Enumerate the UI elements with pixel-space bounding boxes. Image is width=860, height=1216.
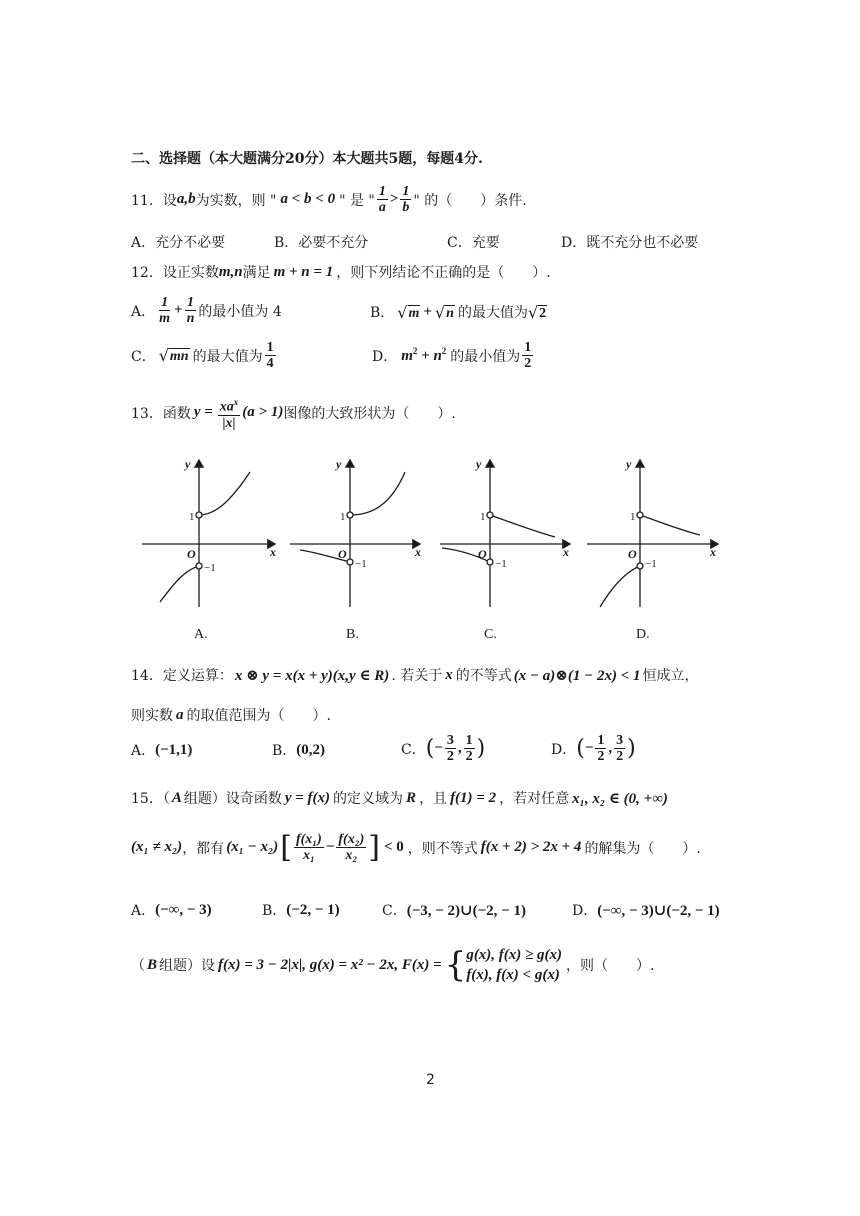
question-12-stem: 12．设正实数 m,n 满足 m + n = 1 ，则下列结论不正确的是（ ）. [131,263,551,281]
svg-text:y: y [626,457,632,471]
graph-d [587,460,718,607]
q11-option-b: B．必要不充分 [274,235,369,251]
q15-option-a: A． (−∞, − 3) [131,901,212,919]
q11-option-c: C．充要 [447,235,500,251]
question-13-stem: 13．函数 y = $\frac{xa^x}{|x|}$ (a > 1) 图像的大致形状为（ ）. [131,397,456,431]
q12-option-b: B． √ m + √ n 的最大值为 √ 2 [370,302,547,322]
svg-text:−1: −1 [204,562,216,574]
svg-text:x: x [710,545,716,559]
svg-text:1: 1 [480,511,486,523]
graph-c [440,460,570,607]
svg-text:O: O [187,547,196,561]
svg-text:O: O [628,547,637,561]
svg-text:x: x [270,545,276,559]
svg-text:y: y [185,457,191,471]
q15-option-d: D． (−∞, − 3)∪(−2, − 1) [572,902,720,919]
question-11-stem: 11．设 a,b 为实数，则 " a < b < 0 " 是 " $\frac{1}{a}$ > $\frac{1}{b}$ " 的（ ）条件. [131,184,527,215]
fraction-1-over-b: $\frac{1}{b}$ [402,184,410,215]
q11-option-d: D．既不充分也不必要 [561,235,699,251]
svg-text:O: O [338,547,347,561]
svg-text:y: y [336,457,342,471]
svg-text:x: x [415,545,421,559]
svg-text:1: 1 [630,511,636,523]
q12-option-c: C． √ mn 的最大值为 $\frac{1}{4}$ [131,340,274,371]
svg-text:x: x [563,545,569,559]
svg-text:D.: D. [636,627,650,642]
q12-option-a: A． $\frac{1}{m}$ + $\frac{1}{n}$ 的最小值为 4 [131,295,282,326]
page-number: 2 [426,1072,435,1088]
q14-option-b: B． (0,2) [272,741,326,759]
svg-text:−1: −1 [495,558,507,570]
fraction-1-over-a: $\frac{1}{a}$ [378,184,386,215]
svg-text:1: 1 [189,511,195,523]
q12-option-d: D． $m^2 + n^2$ 的最小值为 $\frac{1}{2}$ [372,340,532,371]
question-15-b-stem: （ B 组题）设 f(x) = 3 − 2|x|, g(x) = x² − 2x, F(x) = { g(x), f(x) ≥ g(x) f(x), f(x) < g(x) ，则（ ）. [131,945,655,985]
q15-option-b: B． (−2, − 1) [262,901,340,919]
svg-text:−1: −1 [645,558,657,570]
question-15-line2: (x₁ ≠ x₂) ，都有 (x₁ − x₂) [ $\frac{\text{f(x₁)}}{\text{x₁}}$ − $\frac{\text{f(x₂)}}{\text{x₂}}$ ] < 0 ，则不等式 f(x + 2) > 2x + 4 的解集为（ ）. [131,830,701,865]
q14-option-d: D． ( − $\frac{1}{2}$ , $\frac{3}{2}$ ) [551,733,636,764]
q14-option-a: A． (−1,1) [131,741,193,759]
svg-text:O: O [478,547,487,561]
graph-a [142,460,275,607]
q11-option-a: A．充分不必要 [131,235,226,251]
graph-b [290,460,420,607]
question-14-line2: 则实数 a 的取值范围为（ ）. [131,706,331,724]
svg-text:1: 1 [340,511,346,523]
svg-text:A.: A. [194,627,208,642]
svg-text:y: y [476,457,482,471]
svg-text:C.: C. [484,627,497,642]
question-15-stem: 15．（ A 组题）设奇函数 y = f(x) 的定义域为 R ，且 f(1) = 2 ，若对任意 x₁, x₂ ∈ (0, +∞) [131,789,668,807]
section-title: 二、选择题（本大题满分20分）本大题共5题，每题4分. [131,151,483,167]
q15-option-c: C． (−3, − 2)∪(−2, − 1) [382,902,526,919]
question-14-stem: 14．定义运算： x ⊗ y = x(x + y)(x,y ∈ R) . 若关于 x 的不等式 (x − a)⊗(1 − 2x) < 1 恒成立， [131,666,699,684]
q13-graphs [130,452,740,652]
svg-text:B.: B. [346,627,359,642]
svg-text:−1: −1 [355,558,367,570]
q14-option-c: C． ( − $\frac{3}{2}$ , $\frac{1}{2}$ ) [401,733,486,764]
